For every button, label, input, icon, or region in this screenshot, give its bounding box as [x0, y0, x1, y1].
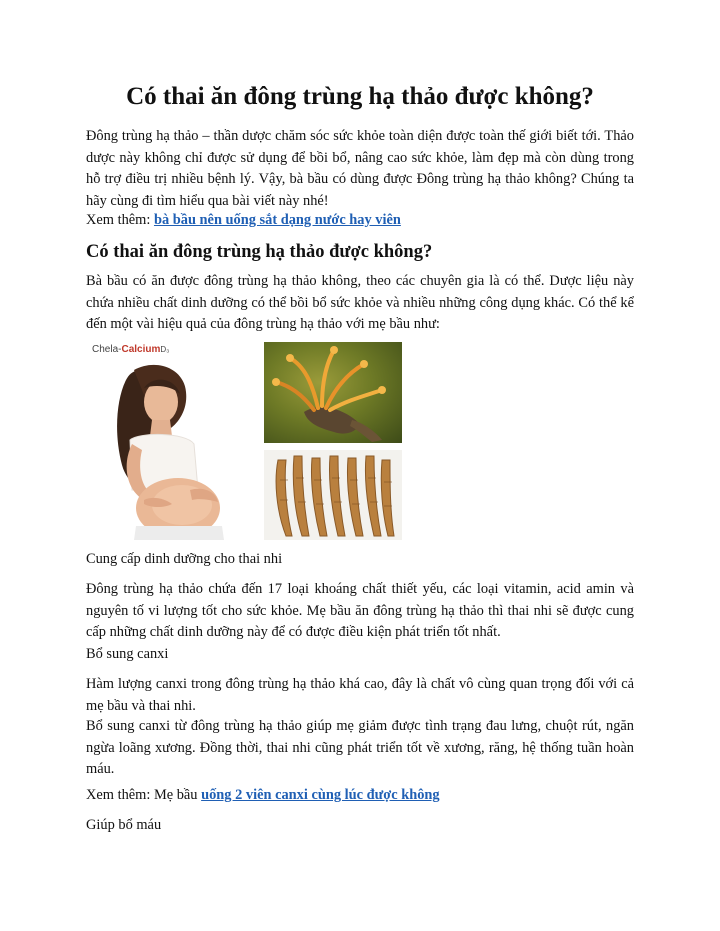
logo-brand: Calcium	[121, 344, 161, 355]
pregnant-woman-image	[86, 340, 246, 540]
benefit-1-title: Cung cấp dinh dưỡng cho thai nhi	[86, 551, 283, 567]
see-more-line-1	[86, 210, 634, 232]
cordyceps-growing-illustration	[264, 342, 402, 443]
see-more-line-2	[86, 785, 634, 807]
see-more-link-iron[interactable]: bà bầu nên uống sắt dạng nước hay viên	[153, 212, 401, 228]
benefit-3-title: Giúp bổ máu	[86, 817, 162, 833]
intro-paragraph: Đông trùng hạ thảo – thần dược chăm sóc sức khỏe toàn diện được toàn thế giới biết tới. Thảo dược này không chỉ được sử dụng để bồi bổ, nâng cao sức khỏe, làm đẹp mà còn dùng trong hỗ trợ điều trị nhiều bệnh lý. Vậy, bà bầu có dùng được Đông trùng hạ thảo không? Chúng ta hãy cùng đi tìm hiểu qua bài viết này nhé!	[86, 128, 634, 209]
benefit-2-text-a: Hàm lượng canxi trong đông trùng hạ thảo khá cao, đây là chất vô cùng quan trọng đối với cả mẹ bầu và thai nhi.	[86, 676, 634, 714]
dried-cordyceps-image	[264, 450, 402, 540]
section-heading: Có thai ăn đông trùng hạ thảo được không?	[86, 242, 433, 262]
dried-cordyceps-illustration	[264, 450, 402, 540]
logo-prefix: Chela-	[92, 344, 122, 355]
see-more-prefix: Xem thêm:	[86, 212, 154, 228]
see-more-link-calcium[interactable]: uống 2 viên canxi cùng lúc được không	[201, 787, 440, 803]
page-title: Có thai ăn đông trùng hạ thảo được không?	[126, 83, 594, 110]
cordyceps-growing-image	[264, 342, 402, 443]
section-intro-paragraph: Bà bầu có ăn được đông trùng hạ thảo không, theo các chuyên gia là có thể. Dược liệu này chứa nhiều chất dinh dưỡng có thể bồi bổ sức khỏe và nhiều những công dụng khác. Có thể kể đến một vài hiệu quả của đông trùng hạ thảo với mẹ bầu như:	[86, 273, 634, 332]
chela-calcium-logo	[92, 344, 169, 355]
benefit-2-text-b: Bổ sung canxi từ đông trùng hạ thảo giúp mẹ giảm được tình trạng đau lưng, chuột rút, ngăn ngừa loãng xương. Đồng thời, thai nhi cũng phát triển tốt về xương, răng, hệ thống tuần hoàn máu.	[86, 718, 634, 777]
benefit-2-title: Bổ sung canxi	[86, 646, 169, 662]
see-more-prefix-2: Xem thêm: Mẹ bầu	[86, 787, 202, 803]
benefit-1-text: Đông trùng hạ thảo chứa đến 17 loại khoáng chất thiết yếu, các loại vitamin, acid amin và nguyên tố vi lượng tốt cho sức khỏe. Mẹ bầu ăn đông trùng hạ thảo thì thai nhi sẽ được cung cấp những chất dinh dưỡng này để có được điều kiện phát triển tốt nhất.	[86, 581, 634, 640]
pregnant-woman-illustration	[86, 340, 246, 540]
logo-suffix: D₃	[160, 345, 170, 354]
